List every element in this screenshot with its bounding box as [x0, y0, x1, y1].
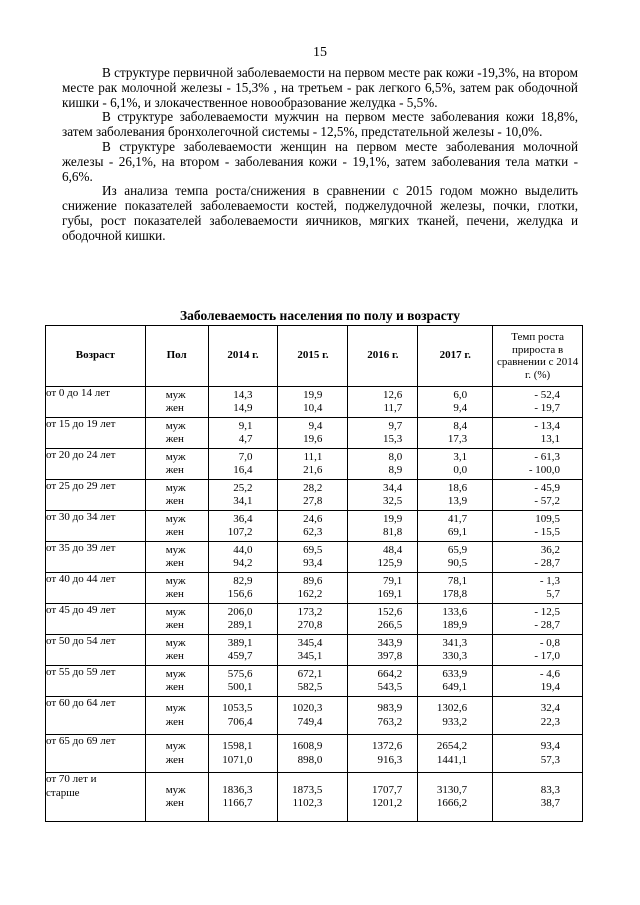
- header-2015: 2015 г.: [278, 326, 348, 387]
- y2016-cell: [348, 418, 418, 449]
- y2014-female-value: 289,1: [227, 619, 253, 631]
- table-row: [46, 773, 583, 822]
- y2016-male-value: 343,9: [377, 636, 403, 649]
- y2015-male-value: 89,6: [303, 574, 323, 587]
- y2017-female-value: 17,3: [447, 433, 468, 445]
- y2015-male-value: 19,9: [303, 388, 323, 401]
- growth-cell: [493, 480, 583, 511]
- table-row: [46, 418, 583, 449]
- y2014-male-value: 206,0: [227, 605, 253, 618]
- sex-male-label: муж: [165, 574, 186, 587]
- y2014-female-value: 14,9: [233, 402, 253, 414]
- table-row: [46, 542, 583, 573]
- y2016-female-value: 397,8: [377, 650, 403, 662]
- y2017-male-value: 133,6: [442, 605, 468, 618]
- y2017-female-value: 0,0: [453, 464, 468, 476]
- sex-male-label: муж: [165, 481, 186, 494]
- y2017-female-value: 1441,1: [436, 753, 468, 766]
- y2014-male-value: 1053,5: [222, 702, 253, 714]
- y2016-female-value: 81,8: [383, 526, 403, 538]
- growth-female-value: - 17,0: [534, 650, 560, 662]
- paragraph-male-incidence: В структуре заболеваемости мужчин на первом месте заболевания кожи 18,8%, затем заболевания бронхолегочной системы - 12,5%, предстательной железы - 10,0%.: [62, 109, 578, 140]
- y2016-cell: [348, 449, 418, 480]
- y2017-female-value: 9,4: [453, 402, 468, 414]
- y2014-male-value: 389,1: [227, 636, 253, 649]
- sex-female-label: жен: [165, 681, 184, 693]
- y2017-male-value: 3,1: [453, 450, 468, 463]
- sex-cell: [145, 418, 208, 449]
- table-row: [46, 697, 583, 735]
- y2015-male-value: 1608,9: [292, 740, 323, 752]
- age-group-label: от 40 до 44 лет: [46, 573, 116, 585]
- growth-male-value: - 4,6: [539, 667, 560, 680]
- y2016-cell: [348, 511, 418, 542]
- y2017-cell: [418, 542, 493, 573]
- incidence-table: [45, 325, 583, 822]
- age-group-label: от 35 до 39 лет: [46, 542, 116, 554]
- y2017-cell: [418, 773, 493, 822]
- age-group-cell: [46, 449, 146, 480]
- y2017-male-value: 8,4: [453, 419, 468, 432]
- y2016-female-value: 125,9: [377, 557, 403, 569]
- age-group-cell: [46, 542, 146, 573]
- y2014-male-value: 9,1: [238, 419, 253, 432]
- sex-female-label: жен: [165, 464, 184, 476]
- y2017-cell: [418, 449, 493, 480]
- growth-male-value: - 61,3: [534, 450, 560, 463]
- sex-female-label: жен: [165, 495, 184, 507]
- table-row: [46, 735, 583, 773]
- y2017-female-value: 933,2: [442, 715, 468, 728]
- growth-female-value: 38,7: [540, 797, 560, 809]
- sex-female-label: жен: [165, 619, 184, 631]
- y2015-cell: [278, 604, 348, 635]
- y2015-male-value: 28,2: [303, 481, 323, 494]
- y2017-female-value: 649,1: [442, 681, 468, 693]
- table-row: [46, 480, 583, 511]
- y2017-cell: [418, 511, 493, 542]
- header-2016: 2016 г.: [348, 326, 418, 387]
- y2017-male-value: 65,9: [447, 543, 468, 556]
- y2015-male-value: 345,4: [297, 636, 323, 649]
- growth-male-value: 109,5: [535, 512, 560, 525]
- y2014-cell: [208, 542, 278, 573]
- y2014-female-value: 94,2: [233, 557, 253, 569]
- sex-male-label: муж: [165, 512, 186, 525]
- y2017-male-value: 41,7: [447, 512, 468, 525]
- table-title: Заболеваемость населения по полу и возрасту: [180, 308, 460, 323]
- y2014-male-value: 36,4: [233, 512, 253, 525]
- growth-male-value: - 13,4: [534, 419, 560, 432]
- y2014-cell: [208, 773, 278, 822]
- growth-cell: [493, 573, 583, 604]
- age-group-label: от 55 до 59 лет: [46, 666, 116, 678]
- growth-cell: [493, 511, 583, 542]
- y2016-male-value: 8,0: [388, 450, 403, 463]
- y2015-female-value: 582,5: [297, 681, 323, 693]
- age-group-label: от 50 до 54 лет: [46, 635, 116, 647]
- sex-male-label: муж: [165, 388, 186, 401]
- y2017-cell: [418, 635, 493, 666]
- growth-female-value: 57,3: [540, 753, 560, 766]
- body-text: [62, 66, 578, 244]
- age-group-label: от 45 до 49 лет: [46, 604, 116, 616]
- growth-cell: [493, 418, 583, 449]
- y2017-male-value: 2654,2: [436, 740, 468, 752]
- sex-female-label: жен: [165, 715, 184, 728]
- y2014-cell: [208, 449, 278, 480]
- growth-male-value: - 0,8: [539, 636, 560, 649]
- growth-female-value: - 19,7: [534, 402, 560, 414]
- y2017-male-value: 633,9: [442, 667, 468, 680]
- growth-female-value: - 100,0: [528, 464, 560, 476]
- y2017-female-value: 330,3: [442, 650, 468, 662]
- age-group-cell: [46, 418, 146, 449]
- y2016-female-value: 169,1: [377, 588, 403, 600]
- y2016-cell: [348, 387, 418, 418]
- y2014-female-value: 500,1: [227, 681, 253, 693]
- growth-cell: [493, 604, 583, 635]
- age-group-label: от 15 до 19 лет: [46, 418, 116, 430]
- y2015-female-value: 1102,3: [292, 797, 323, 809]
- sex-female-label: жен: [165, 797, 184, 809]
- y2016-male-value: 664,2: [377, 667, 403, 680]
- y2017-cell: [418, 735, 493, 773]
- sex-cell: [145, 735, 208, 773]
- y2017-cell: [418, 666, 493, 697]
- growth-male-value: 83,3: [540, 783, 560, 796]
- growth-cell: [493, 666, 583, 697]
- y2016-female-value: 1201,2: [372, 797, 403, 809]
- y2015-female-value: 162,2: [297, 588, 323, 600]
- sex-cell: [145, 697, 208, 735]
- y2014-cell: [208, 604, 278, 635]
- y2016-female-value: 8,9: [388, 464, 403, 476]
- sex-female-label: жен: [165, 650, 184, 662]
- y2016-cell: [348, 542, 418, 573]
- age-group-cell: [46, 635, 146, 666]
- growth-cell: [493, 773, 583, 822]
- y2016-cell: [348, 666, 418, 697]
- age-group-label: от 30 до 34 лет: [46, 511, 116, 523]
- y2014-female-value: 4,7: [238, 433, 253, 445]
- y2014-female-value: 34,1: [233, 495, 253, 507]
- y2014-male-value: 1836,3: [222, 783, 253, 796]
- y2015-female-value: 62,3: [303, 526, 323, 538]
- sex-male-label: муж: [165, 543, 186, 556]
- y2015-male-value: 11,1: [303, 450, 323, 463]
- y2017-male-value: 6,0: [453, 388, 468, 401]
- sex-cell: [145, 573, 208, 604]
- age-group-label: от 0 до 14 лет: [46, 387, 110, 399]
- y2016-male-value: 12,6: [383, 388, 403, 401]
- y2014-cell: [208, 511, 278, 542]
- age-group-cell: [46, 773, 146, 822]
- y2017-female-value: 90,5: [447, 557, 468, 569]
- y2014-male-value: 25,2: [233, 481, 253, 494]
- header-sex: Пол: [145, 326, 208, 387]
- age-group-cell: [46, 511, 146, 542]
- y2014-male-value: 14,3: [233, 388, 253, 401]
- growth-male-value: - 45,9: [534, 481, 560, 494]
- age-group-cell: [46, 666, 146, 697]
- header-age: Возраст: [46, 326, 146, 387]
- sex-male-label: муж: [165, 450, 186, 463]
- paragraph-primary-incidence: В структуре первичной заболеваемости на первом месте рак кожи -19,3%, на втором месте рак молочной железы - 15,3% , на третьем - рак легкого 6,5%, затем рак ободочной кишки - 6,1%, и злокачественное новообразование желудка - 5,5%.: [62, 65, 578, 110]
- y2017-cell: [418, 697, 493, 735]
- age-group-label: от 20 до 24 лет: [46, 449, 116, 461]
- sex-cell: [145, 480, 208, 511]
- table-row: [46, 449, 583, 480]
- y2016-male-value: 9,7: [388, 419, 403, 432]
- y2015-cell: [278, 697, 348, 735]
- y2014-female-value: 1166,7: [222, 797, 253, 809]
- y2016-cell: [348, 773, 418, 822]
- y2017-male-value: 18,6: [447, 481, 468, 494]
- paragraph-female-incidence: В структуре заболеваемости женщин на первом месте заболевания молочной железы - 26,1%, на втором - заболевания кожи - 19,1%, затем заболевания тела матки - 6,6%.: [62, 138, 578, 184]
- y2015-cell: [278, 635, 348, 666]
- sex-cell: [145, 511, 208, 542]
- sex-female-label: жен: [165, 753, 184, 766]
- y2014-female-value: 107,2: [227, 526, 253, 538]
- sex-cell: [145, 773, 208, 822]
- y2016-cell: [348, 573, 418, 604]
- y2015-male-value: 69,5: [303, 543, 323, 556]
- y2016-cell: [348, 604, 418, 635]
- table-row: [46, 511, 583, 542]
- growth-cell: [493, 387, 583, 418]
- y2016-male-value: 152,6: [377, 605, 403, 618]
- sex-female-label: жен: [165, 557, 184, 569]
- y2014-female-value: 706,4: [227, 715, 253, 728]
- header-growth-rate: Темп роста прироста в сравнении с 2014 г. (%): [493, 326, 583, 387]
- y2015-cell: [278, 480, 348, 511]
- y2014-male-value: 44,0: [233, 543, 253, 556]
- y2015-male-value: 24,6: [303, 512, 323, 525]
- y2017-cell: [418, 573, 493, 604]
- page-number: 15: [313, 45, 327, 60]
- y2015-cell: [278, 418, 348, 449]
- growth-female-value: 19,4: [540, 681, 560, 693]
- sex-cell: [145, 604, 208, 635]
- y2014-cell: [208, 480, 278, 511]
- age-group-cell: [46, 387, 146, 418]
- age-group-cell: [46, 604, 146, 635]
- y2014-male-value: 575,6: [227, 667, 253, 680]
- y2017-male-value: 1302,6: [436, 702, 468, 714]
- y2015-female-value: 270,8: [297, 619, 323, 631]
- growth-female-value: - 28,7: [534, 557, 560, 569]
- y2015-male-value: 173,2: [297, 605, 323, 618]
- y2017-female-value: 178,8: [442, 588, 468, 600]
- age-group-cell: [46, 573, 146, 604]
- sex-male-label: муж: [165, 702, 186, 714]
- y2017-cell: [418, 604, 493, 635]
- y2016-female-value: 32,5: [383, 495, 403, 507]
- y2015-cell: [278, 511, 348, 542]
- y2014-female-value: 156,6: [227, 588, 253, 600]
- y2014-cell: [208, 735, 278, 773]
- growth-male-value: 36,2: [540, 543, 560, 556]
- sex-female-label: жен: [165, 433, 184, 445]
- y2016-cell: [348, 480, 418, 511]
- y2016-female-value: 266,5: [377, 619, 403, 631]
- y2015-cell: [278, 573, 348, 604]
- y2016-female-value: 11,7: [383, 402, 403, 414]
- y2015-male-value: 672,1: [297, 667, 323, 680]
- age-group-label-cont: старше: [46, 786, 80, 799]
- age-group-cell: [46, 697, 146, 735]
- paragraph-growth-analysis: Из анализа темпа роста/снижения в сравнении с 2015 годом можно выделить снижение показателей заболеваемости костей, поджелудочной железы, почки, глотки, губы, рост показателей заболеваемости яичников, мягких тканей, печени, желудка и ободочной кишки.: [62, 183, 578, 243]
- y2014-female-value: 459,7: [227, 650, 253, 662]
- y2014-female-value: 1071,0: [222, 753, 253, 766]
- y2016-cell: [348, 735, 418, 773]
- y2015-female-value: 898,0: [297, 753, 323, 766]
- growth-female-value: - 15,5: [534, 526, 560, 538]
- y2016-male-value: 19,9: [383, 512, 403, 525]
- y2015-cell: [278, 449, 348, 480]
- sex-male-label: муж: [165, 605, 186, 618]
- growth-female-value: 13,1: [540, 433, 560, 445]
- sex-cell: [145, 542, 208, 573]
- y2015-female-value: 10,4: [303, 402, 323, 414]
- growth-male-value: - 12,5: [534, 605, 560, 618]
- y2016-female-value: 763,2: [377, 715, 403, 728]
- growth-female-value: - 28,7: [534, 619, 560, 631]
- growth-female-value: 22,3: [540, 715, 560, 728]
- growth-male-value: 32,4: [540, 702, 560, 714]
- y2016-female-value: 916,3: [377, 753, 403, 766]
- y2015-cell: [278, 666, 348, 697]
- sex-female-label: жен: [165, 526, 184, 538]
- sex-female-label: жен: [165, 402, 184, 414]
- y2016-male-value: 48,4: [383, 543, 403, 556]
- y2014-cell: [208, 635, 278, 666]
- growth-cell: [493, 635, 583, 666]
- y2016-male-value: 1707,7: [372, 783, 403, 796]
- y2014-cell: [208, 666, 278, 697]
- sex-male-label: муж: [165, 419, 186, 432]
- growth-male-value: - 52,4: [534, 388, 560, 401]
- y2014-cell: [208, 573, 278, 604]
- y2016-male-value: 1372,6: [372, 740, 403, 752]
- growth-cell: [493, 697, 583, 735]
- age-group-label: от 25 до 29 лет: [46, 480, 116, 492]
- y2015-female-value: 345,1: [297, 650, 323, 662]
- y2016-male-value: 34,4: [383, 481, 403, 494]
- y2016-male-value: 79,1: [383, 574, 403, 587]
- growth-cell: [493, 542, 583, 573]
- sex-male-label: муж: [165, 783, 186, 796]
- y2017-male-value: 3130,7: [436, 783, 468, 796]
- y2017-female-value: 189,9: [442, 619, 468, 631]
- growth-female-value: - 57,2: [534, 495, 560, 507]
- y2017-female-value: 1666,2: [436, 797, 468, 809]
- growth-cell: [493, 735, 583, 773]
- y2014-female-value: 16,4: [233, 464, 253, 476]
- y2017-female-value: 69,1: [447, 526, 468, 538]
- y2014-cell: [208, 418, 278, 449]
- sex-female-label: жен: [165, 588, 184, 600]
- header-2014: 2014 г.: [208, 326, 278, 387]
- y2015-female-value: 21,6: [303, 464, 323, 476]
- y2015-male-value: 1020,3: [292, 702, 323, 714]
- y2016-cell: [348, 697, 418, 735]
- sex-cell: [145, 666, 208, 697]
- age-group-label: от 60 до 64 лет: [46, 697, 116, 709]
- sex-male-label: муж: [165, 636, 186, 649]
- y2016-female-value: 15,3: [383, 433, 403, 445]
- growth-male-value: 93,4: [540, 740, 560, 752]
- y2015-cell: [278, 542, 348, 573]
- y2015-female-value: 93,4: [303, 557, 323, 569]
- y2015-female-value: 749,4: [297, 715, 323, 728]
- sex-male-label: муж: [165, 740, 186, 752]
- age-group-label: от 70 лет и: [46, 773, 97, 785]
- y2014-male-value: 1598,1: [222, 740, 253, 752]
- y2017-male-value: 78,1: [447, 574, 468, 587]
- y2015-cell: [278, 387, 348, 418]
- table-row: [46, 573, 583, 604]
- y2016-female-value: 543,5: [377, 681, 403, 693]
- y2014-male-value: 7,0: [238, 450, 253, 463]
- age-group-label: от 65 до 69 лет: [46, 735, 116, 747]
- sex-cell: [145, 449, 208, 480]
- age-group-cell: [46, 735, 146, 773]
- y2015-female-value: 27,8: [303, 495, 323, 507]
- y2016-male-value: 983,9: [377, 702, 403, 714]
- header-2017: 2017 г.: [418, 326, 493, 387]
- sex-cell: [145, 387, 208, 418]
- growth-male-value: - 1,3: [539, 574, 560, 587]
- sex-male-label: муж: [165, 667, 186, 680]
- growth-female-value: 5,7: [546, 588, 560, 600]
- table-row: [46, 604, 583, 635]
- y2017-cell: [418, 480, 493, 511]
- growth-cell: [493, 449, 583, 480]
- y2016-cell: [348, 635, 418, 666]
- y2015-female-value: 19,6: [303, 433, 323, 445]
- y2015-male-value: 1873,5: [292, 783, 323, 796]
- table-header-row: [46, 326, 583, 387]
- y2017-male-value: 341,3: [442, 636, 468, 649]
- sex-cell: [145, 635, 208, 666]
- y2014-male-value: 82,9: [233, 574, 253, 587]
- table-row: [46, 666, 583, 697]
- table-row: [46, 387, 583, 418]
- y2017-cell: [418, 418, 493, 449]
- y2015-male-value: 9,4: [308, 419, 323, 432]
- y2017-cell: [418, 387, 493, 418]
- y2014-cell: [208, 387, 278, 418]
- y2015-cell: [278, 735, 348, 773]
- y2015-cell: [278, 773, 348, 822]
- y2014-cell: [208, 697, 278, 735]
- y2017-female-value: 13,9: [447, 495, 468, 507]
- age-group-cell: [46, 480, 146, 511]
- table-row: [46, 635, 583, 666]
